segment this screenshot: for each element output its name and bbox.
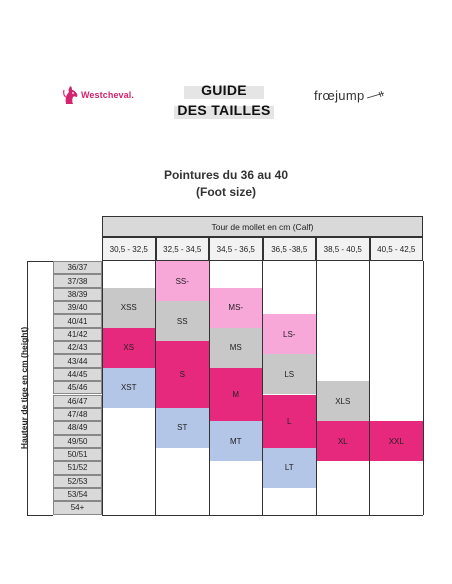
row-label: 53/54 xyxy=(53,488,102,501)
size-cell-xst: XST xyxy=(102,368,156,408)
column-header: 40,5 - 42,5 xyxy=(370,237,424,261)
column-divider xyxy=(102,261,103,515)
column-header: 32,5 - 34,5 xyxy=(156,237,210,261)
row-label: 54+ xyxy=(53,501,102,514)
size-cell-xxl: XXL xyxy=(370,421,424,461)
row-label: 49/50 xyxy=(53,435,102,448)
size-cell-ms: MS- xyxy=(209,288,263,328)
row-group-header xyxy=(14,261,34,515)
title-line-2: DES TAILLES xyxy=(177,102,271,118)
westcheval-logo xyxy=(62,84,134,106)
column-header: 36,5 -38,5 xyxy=(263,237,317,261)
row-label: 40/41 xyxy=(53,314,102,327)
size-cell-ls: LS- xyxy=(263,314,317,354)
page-title xyxy=(174,80,274,120)
column-divider xyxy=(423,261,424,515)
size-cell-l: L xyxy=(263,395,317,448)
westcheval-wordmark: Westcheval. xyxy=(81,90,134,100)
size-cell-xs: XS xyxy=(102,328,156,368)
row-label: 38/39 xyxy=(53,288,102,301)
size-cell-xss: XSS xyxy=(102,288,156,328)
row-label: 45/46 xyxy=(53,381,102,394)
size-cell-ls: LS xyxy=(263,354,317,394)
subtitle-shoe-size: Pointures du 36 au 40 xyxy=(163,168,289,182)
size-cell-lt: LT xyxy=(263,448,317,488)
column-group-header: Tour de mollet en cm (Calf) xyxy=(102,216,423,237)
column-header: 30,5 - 32,5 xyxy=(102,237,156,261)
size-cell-mt: MT xyxy=(209,421,263,461)
row-label: 36/37 xyxy=(53,261,102,274)
size-cell-st: ST xyxy=(156,408,210,448)
column-divider xyxy=(262,261,263,515)
horse-head-icon xyxy=(62,84,80,106)
row-label: 52/53 xyxy=(53,475,102,488)
row-label: 43/44 xyxy=(53,354,102,367)
subtitle-foot-size: (Foot size) xyxy=(196,185,256,199)
size-cell-m: M xyxy=(209,368,263,421)
row-label: 37/38 xyxy=(53,274,102,287)
column-divider xyxy=(209,261,210,515)
row-label: 50/51 xyxy=(53,448,102,461)
row-label: 41/42 xyxy=(53,328,102,341)
size-cell-xls: XLS xyxy=(316,381,370,421)
column-divider xyxy=(369,261,370,515)
row-label: 39/40 xyxy=(53,301,102,314)
column-divider xyxy=(316,261,317,515)
freejump-wordmark: frœjump xyxy=(314,88,365,103)
size-cell-ss: SS xyxy=(156,301,210,341)
table-bottom-border xyxy=(102,515,423,516)
column-divider xyxy=(155,261,156,515)
freejump-logo xyxy=(314,88,385,103)
row-label: 47/48 xyxy=(53,408,102,421)
size-cell-ms: MS xyxy=(209,328,263,368)
column-header: 38,5 - 40,5 xyxy=(316,237,370,261)
size-cell-xl: XL xyxy=(316,421,370,461)
size-cell-ss: SS- xyxy=(156,261,210,301)
row-label: 51/52 xyxy=(53,461,102,474)
column-header: 34,5 - 36,5 xyxy=(209,237,263,261)
row-label: 42/43 xyxy=(53,341,102,354)
title-line-1: GUIDE xyxy=(201,82,247,98)
arrow-feather-icon xyxy=(367,91,385,101)
size-cell-s: S xyxy=(156,341,210,408)
row-label: 48/49 xyxy=(53,421,102,434)
row-label: 46/47 xyxy=(53,395,102,408)
row-group-header-label: Hauteur de tige en cm (height) xyxy=(19,326,29,450)
row-label: 44/45 xyxy=(53,368,102,381)
